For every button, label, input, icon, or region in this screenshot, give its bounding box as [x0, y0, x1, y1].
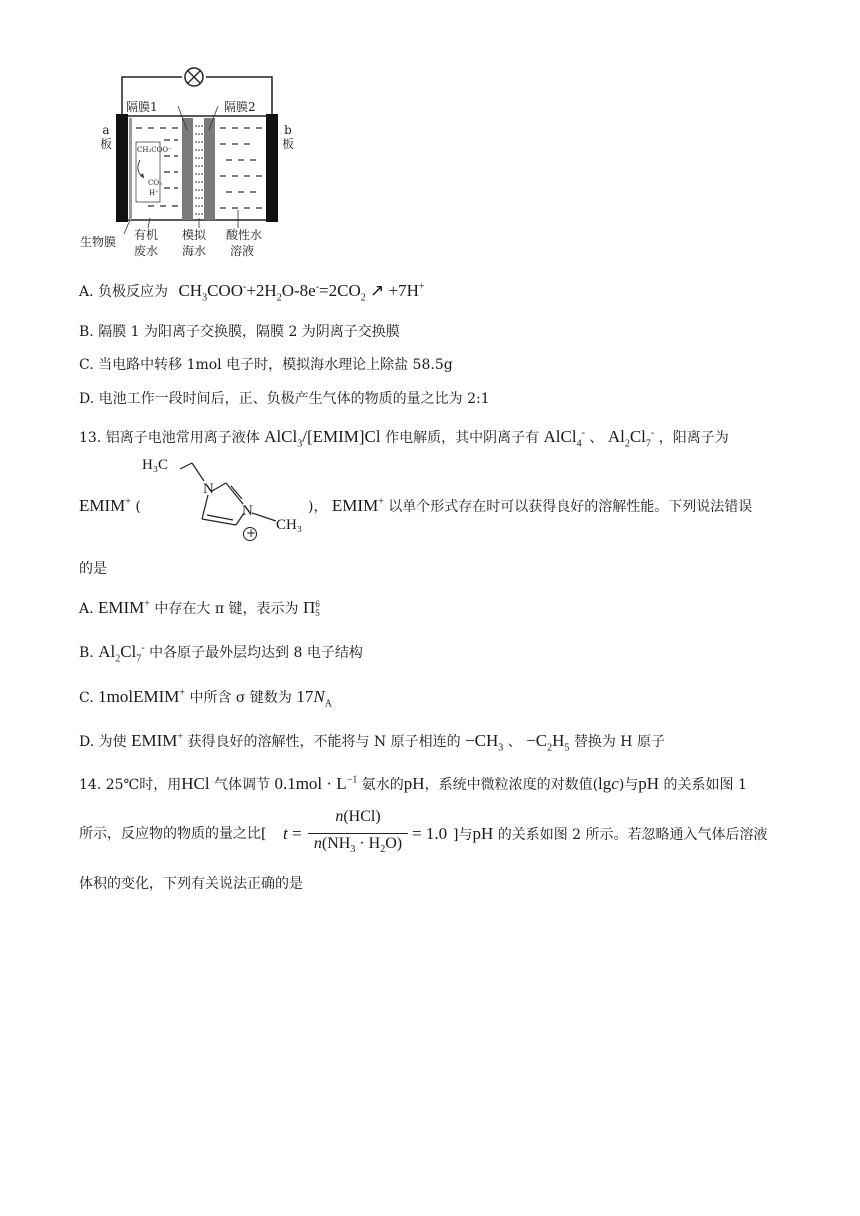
- q14-ratio-denominator: $n(NH_3 \cdot H_2O)$: [313, 835, 403, 856]
- acidic-label-2: 溶液: [230, 244, 255, 258]
- seawater-label-2: 海水: [182, 244, 207, 258]
- q13-option-c-formula: 1molEMIM+: [98, 687, 185, 706]
- q14-line1-a: 14. 25℃时，用: [79, 777, 182, 793]
- q14-line2-right: [453, 825, 768, 844]
- q13-option-b-label: B.: [79, 645, 94, 661]
- h-plus-label: H⁺: [149, 189, 159, 197]
- q13-option-d-groups: $-CH_3$: [465, 731, 504, 754]
- electrode-b: [266, 114, 278, 222]
- emim-text: EMIM: [79, 496, 126, 515]
- q13-option-c-count: $17N_A$: [296, 687, 332, 710]
- q14-line1: [79, 775, 747, 794]
- q12-option-d: D. 电池工作一段时间后，正、负极产生气体的物质的量之比为 2:1: [79, 391, 490, 407]
- q14-line2-b: ]与: [453, 827, 473, 843]
- q13-option-d-tail: 替换为 H 原子: [573, 734, 665, 750]
- q14-ratio-value: = 1.0: [412, 824, 448, 843]
- electrode-b-label: b板: [281, 123, 294, 151]
- ch3coo-label: CH₃COO⁻: [137, 146, 172, 154]
- membrane-2-label: 隔膜2: [224, 100, 256, 114]
- q13-emim-line-left: [79, 497, 141, 516]
- q13-emim-tail: )，: [308, 499, 328, 515]
- q13-option-d: D. 为使 EMIM+ 获得良好的溶解性，不能将与 N 原子相连的 $-CH_3$ 、 $-C_2H_5$ 替换为 H 原子: [79, 731, 665, 754]
- q13-emim-ref: EMIM+: [331, 496, 384, 515]
- q14-line1-f: 的关系如图 1: [663, 777, 747, 793]
- q14-concentration: $0.1mol \cdot L^{-1}$: [274, 774, 358, 793]
- q13-option-d-text: 获得良好的溶解性，不能将与 N 原子相连的: [187, 734, 461, 750]
- electrode-a-label: a板: [99, 123, 112, 151]
- q13-emim-label: EMIM+: [79, 496, 131, 515]
- q13-option-c: [79, 687, 332, 710]
- q12-option-a-equation: $CH_3COO^-+2H_2O-8e^-=2CO_2$ ↗ +7H+: [178, 281, 425, 304]
- q13-anion-formula-2: $Al_2Cl_7^-$: [607, 427, 655, 450]
- q13-option-a-text: 中存在大 π 键，表示为: [154, 601, 299, 617]
- q14-hcl: HCl: [181, 774, 210, 793]
- q14-lgc: lgc: [598, 774, 619, 793]
- q13-option-a-emim: EMIM+: [98, 598, 150, 617]
- q13-option-b-text: 中各原子最外层均达到 8 电子结构: [149, 645, 363, 661]
- q12-option-b: B. 隔膜 1 为阳离子交换膜，隔膜 2 为阴离子交换膜: [79, 324, 400, 340]
- q13-intro-part3: ，阳离子为: [658, 430, 729, 446]
- membrane-1-label: 隔膜1: [126, 100, 158, 114]
- q12-option-c: C. 当电路中转移 1mol 电子时，模拟海水理论上除盐 58.5g: [79, 357, 453, 373]
- q13-option-c-label: C.: [79, 690, 94, 706]
- q14-ph-2: pH: [638, 774, 660, 793]
- q12-option-a-text: A. 负极反应为: [79, 284, 169, 300]
- struct-plus: +: [246, 526, 257, 540]
- q13-emim-line-right: [308, 497, 752, 516]
- q13-option-b-formula: $Al_2Cl_7^-$: [98, 642, 145, 665]
- q13-intro: 13. 铝离子电池常用离子液体 AlCl$_3$/[EMIM]Cl 作电解质，其中阴离子有 AlCl$_4$- 、 $Al_2Cl_7^-$ ，阳离子为: [79, 427, 729, 450]
- q13-option-a-label: A.: [79, 601, 94, 617]
- q13-intro-part2: 作电解质，其中阴离子有: [385, 430, 540, 446]
- electrochemical-cell-diagram: [78, 60, 308, 270]
- q13-intro-part1: 13. 铝离子电池常用离子液体: [79, 430, 260, 446]
- struct-n1: N: [203, 481, 214, 497]
- q13-option-d-emim: EMIM+: [131, 731, 184, 750]
- q14-line3: 体积的变化，下列有关说法正确的是: [79, 876, 303, 892]
- q13-option-b: [79, 642, 363, 665]
- q13-option-a: [79, 599, 320, 618]
- q14-line1-d: ，系统中微粒浓度的对数值(: [424, 777, 599, 793]
- q13-option-d-label: D. 为使: [79, 734, 127, 750]
- struct-ch3: CH₃: [276, 517, 303, 533]
- co2-label: CO₂: [148, 179, 162, 187]
- seawater-label-1: 模拟: [182, 228, 207, 242]
- q13-intro-end: 的是: [79, 561, 107, 577]
- q14-line1-e: )与: [618, 777, 639, 793]
- q14-ratio-formula: [280, 808, 450, 860]
- q12-option-a: [79, 281, 425, 304]
- membrane-2: [204, 118, 215, 220]
- q14-line2-left: 所示，反应物的物质的量之比[: [79, 826, 267, 842]
- q14-line1-c: 氨水的: [361, 777, 404, 793]
- q13-option-c-text: 中所含 σ 键数为: [189, 690, 292, 706]
- q14-ph-3: pH: [472, 824, 494, 843]
- q13-anion-formula-1: AlCl$_4$-: [543, 427, 585, 450]
- biofilm-label: 生物膜: [80, 235, 117, 249]
- q14-ph-1: pH: [403, 774, 425, 793]
- organic-waste-label-2: 废水: [134, 244, 159, 258]
- emim-structure: [140, 455, 310, 550]
- q13-emim-tail2: 以单个形式存在时可以获得良好的溶解性能。下列说法错误: [388, 499, 753, 515]
- q14-ratio-numerator: n(HCl): [335, 808, 381, 825]
- q13-option-a-pi-notation: Π 6 5: [302, 598, 320, 619]
- q14-ratio-t: t =: [283, 824, 302, 843]
- q14-line1-b: 气体调节: [214, 777, 270, 793]
- struct-n2: N: [242, 503, 253, 519]
- q13-ionic-liquid-formula: AlCl$_3$/[EMIM]Cl: [264, 427, 381, 450]
- acidic-label-1: 酸性水: [226, 228, 263, 242]
- q14-line2-c: 的关系如图 2 所示。若忽略通入气体后溶液: [497, 827, 768, 843]
- electrode-a: [116, 114, 128, 222]
- q13-emim-paren: (: [135, 499, 141, 515]
- q14-ratio-bar: [308, 833, 408, 834]
- membrane-1: [182, 118, 193, 220]
- organic-waste-label-1: 有机: [134, 228, 159, 242]
- struct-h3c: H₃C: [142, 457, 169, 473]
- q13-option-d-groups-2: $-C_2H_5$: [526, 731, 570, 754]
